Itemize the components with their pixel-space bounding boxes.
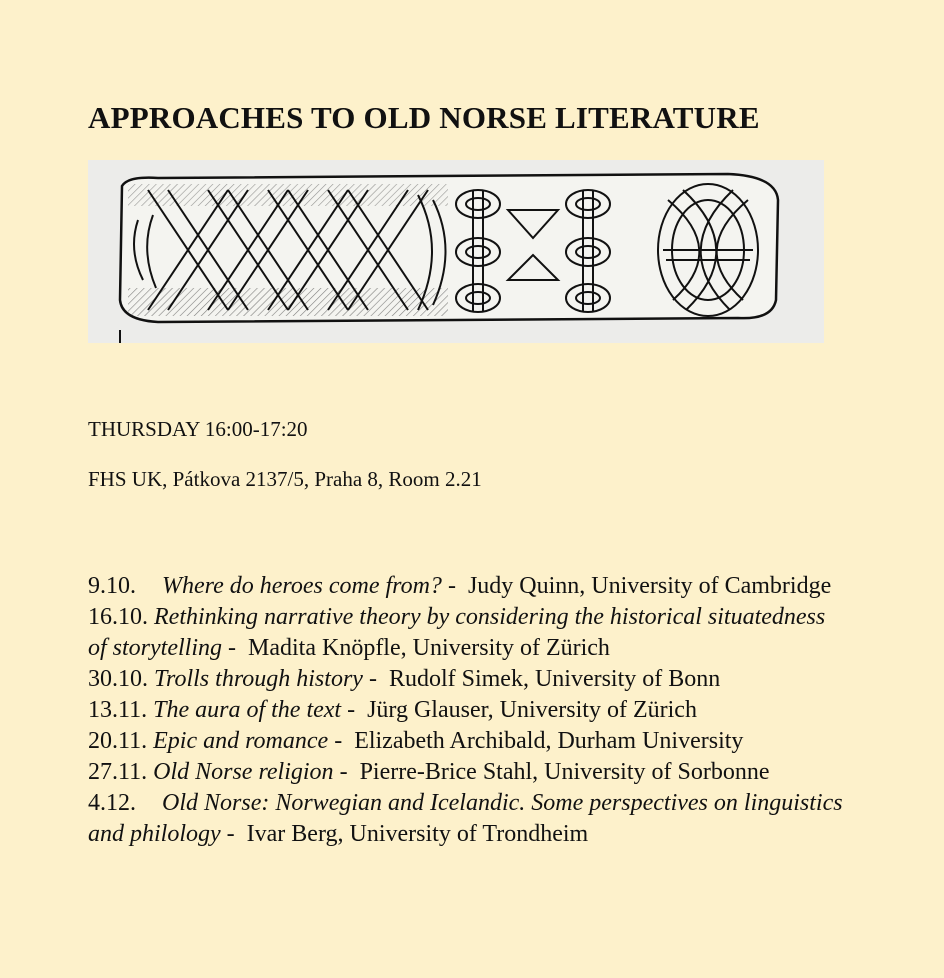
lecture-speaker: Judy Quinn, University of Cambridge [467, 573, 832, 599]
lecture-title: Old Norse: Norwegian and Icelandic. Some perspectives on linguistics and philology [88, 790, 843, 847]
lecture-speaker: Rudolf Simek, University of Bonn [388, 666, 721, 692]
lecture-title: Trolls through history [154, 666, 363, 692]
lecture-speaker: Ivar Berg, University of Trondheim [246, 821, 589, 847]
lecture-date: 16.10. [88, 604, 148, 630]
lecture-title: Rethinking narrative theory by considering the historical situatedness of storytelling [88, 604, 826, 661]
lecture-title: Old Norse religion [153, 759, 334, 785]
lecture-item: 9.10. Where do heroes come from? - Judy Quinn, University of Cambridge [88, 571, 848, 602]
lecture-speaker: Elizabeth Archibald, Durham University [354, 728, 744, 754]
knotwork-carving-image [88, 160, 824, 343]
lecture-title: The aura of the text [153, 697, 342, 723]
lecture-item: 27.11. Old Norse religion - Pierre-Brice Stahl, University of Sorbonne [88, 759, 770, 785]
lecture-date: 13.11. [88, 697, 148, 723]
lecture-list [88, 571, 848, 850]
lecture-date: 30.10. [88, 666, 148, 692]
venue-address: FHS UK, Pátkova 2137/5, Praha 8, Room 2.21 [88, 467, 482, 491]
page-title: APPROACHES TO OLD NORSE LITERATURE [88, 100, 760, 135]
lecture-date: 9.10. [88, 573, 136, 599]
lecture-date: 27.11. [88, 759, 148, 785]
schedule-time: THURSDAY 16:00-17:20 [88, 417, 308, 441]
lecture-title: Epic and romance [153, 728, 329, 754]
lecture-speaker: Jürg Glauser, University of Zürich [367, 697, 697, 723]
lecture-item: 30.10. Trolls through history - Rudolf Simek, University of Bonn [88, 666, 721, 692]
knotwork-carving-icon [88, 160, 824, 343]
lecture-item: 4.12. Old Norse: Norwegian and Icelandic. Some perspectives on linguistics and philology - Ivar Berg, University of Trondheim [88, 790, 843, 847]
lecture-title: Where do heroes come from? [162, 573, 442, 599]
lecture-item: 13.11. The aura of the text - Jürg Glauser, University of Zürich [88, 697, 697, 723]
lecture-speaker: Pierre-Brice Stahl, University of Sorbonne [359, 759, 770, 785]
lecture-item: 16.10. Rethinking narrative theory by considering the historical situatedness of storytelling - Madita Knöpfle, University of Zürich [88, 604, 826, 661]
lecture-item: 20.11. Epic and romance - Elizabeth Archibald, Durham University [88, 728, 744, 754]
lecture-date: 20.11. [88, 728, 148, 754]
lecture-date: 4.12. [88, 790, 136, 816]
lecture-speaker: Madita Knöpfle, University of Zürich [248, 635, 610, 661]
